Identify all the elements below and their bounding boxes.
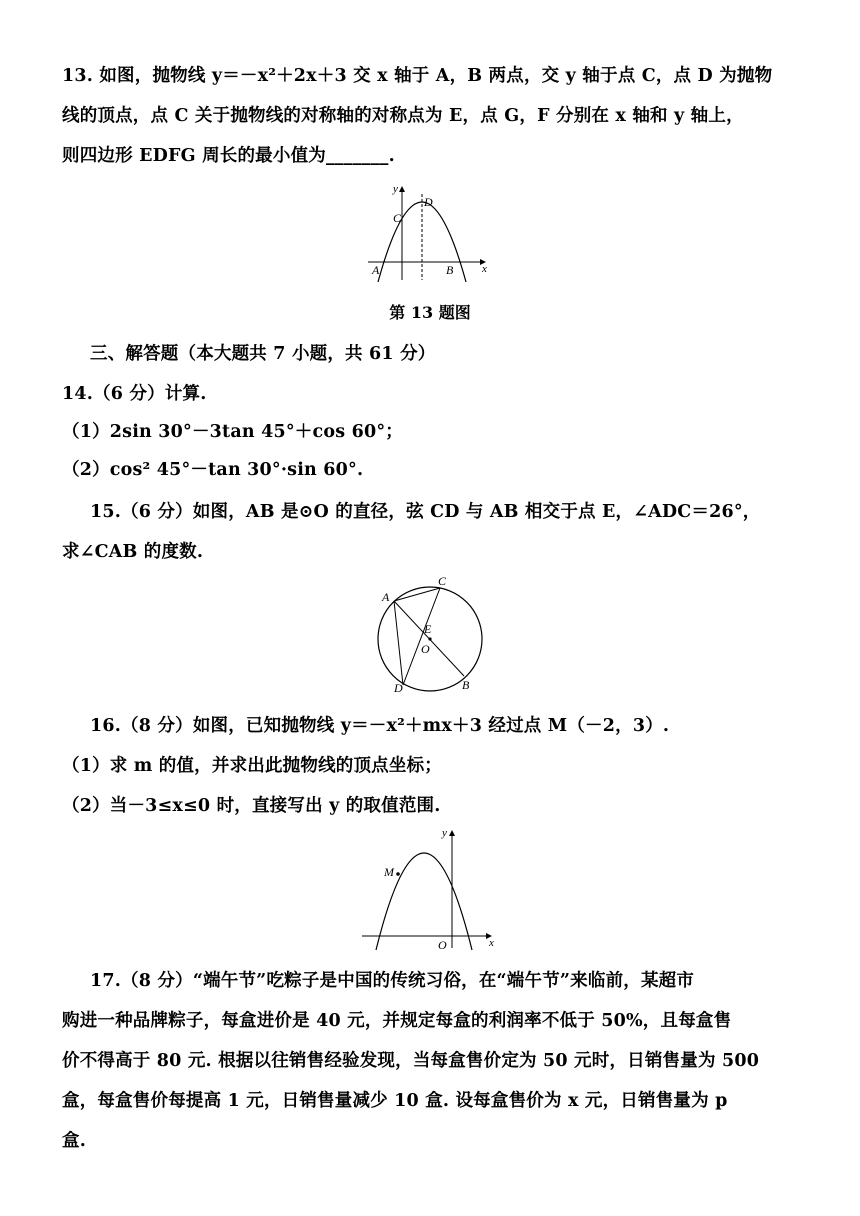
q16-label-o: O [438, 938, 447, 952]
q14-part-1: （1）2sin 30°－3tan 45°＋cos 60°； [62, 422, 403, 442]
q13-label-d: D [424, 195, 433, 209]
q13-line-3: 则四边形 EDFG 周长的最小值为_______. [62, 146, 395, 166]
q16-parabola-figure [356, 826, 502, 952]
q13-y-arrow [399, 186, 405, 192]
q15-label-o: O [421, 642, 430, 656]
q14-heading: 14.（6 分）计算. [62, 384, 207, 404]
q15-chord-cd [403, 588, 440, 685]
q16-label-x: x [489, 937, 494, 949]
q15-circle-figure [372, 572, 490, 694]
q13-line-1: 13. 如图，抛物线 y＝－x²＋2x＋3 交 x 轴于 A，B 两点，交 y 轴于点 C，点 D 为抛物 [62, 66, 773, 86]
q16-line-1: 16.（8 分）如图，已知抛物线 y＝－x²＋mx＋3 经过点 M（－2，3）. [90, 716, 670, 736]
q15-label-c: C [438, 574, 447, 588]
section-3-heading: 三、解答题（本大题共 7 小题，共 61 分） [90, 344, 436, 364]
q15-segment-ac [394, 588, 440, 601]
q16-part-2: （2）当－3≤x≤0 时，直接写出 y 的取值范围. [62, 796, 441, 816]
q16-part-1: （1）求 m 的值，并求出此抛物线的顶点坐标； [62, 756, 442, 776]
q15-segment-ad [394, 601, 403, 685]
q15-center-point [428, 637, 431, 640]
q13-parabola-figure [362, 180, 492, 286]
q13-label-c: C [393, 211, 402, 225]
q15-label-a: A [382, 590, 390, 604]
q15-label-d: D [394, 681, 403, 694]
q17-line-4: 盒，每盒售价每提高 1 元，日销售量减少 10 盒. 设每盒售价为 x 元，日销售量为 p [62, 1091, 728, 1111]
q16-label-y: y [442, 827, 447, 839]
q13-label-x: x [482, 263, 487, 275]
q13-figure-caption: 第 13 题图 [389, 303, 471, 322]
q13-line-2: 线的顶点，点 C 关于抛物线的对称轴的对称点为 E，点 G，F 分别在 x 轴和 y 轴上， [62, 106, 744, 126]
q16-label-m: M [384, 865, 394, 879]
q17-line-1: 17.（8 分）“端午节”吃粽子是中国的传统习俗，在“端午节”来临前，某超市 [90, 971, 695, 991]
q15-line-2: 求∠CAB 的度数. [62, 542, 204, 562]
q13-label-y: y [393, 183, 398, 195]
q15-label-b: B [462, 678, 470, 692]
q13-label-a: A [372, 263, 380, 277]
q16-point-m [396, 872, 400, 876]
q17-line-5: 盒. [62, 1131, 86, 1151]
q15-label-e: E [424, 622, 432, 636]
q17-line-3: 价不得高于 80 元. 根据以往销售经验发现，当每盒售价定为 50 元时，日销售量为 500 [62, 1051, 760, 1071]
q17-line-2: 购进一种品牌粽子，每盒进价是 40 元，并规定每盒的利润率不低于 50%，且每盒售 [62, 1011, 732, 1031]
q16-y-arrow [449, 830, 455, 836]
q15-line-1: 15.（6 分）如图，AB 是⊙O 的直径，弦 CD 与 AB 相交于点 E，∠ADC＝26°， [90, 502, 761, 522]
q13-label-b: B [446, 263, 454, 277]
q14-part-2: （2）cos² 45°－tan 30°·sin 60°. [62, 460, 364, 480]
